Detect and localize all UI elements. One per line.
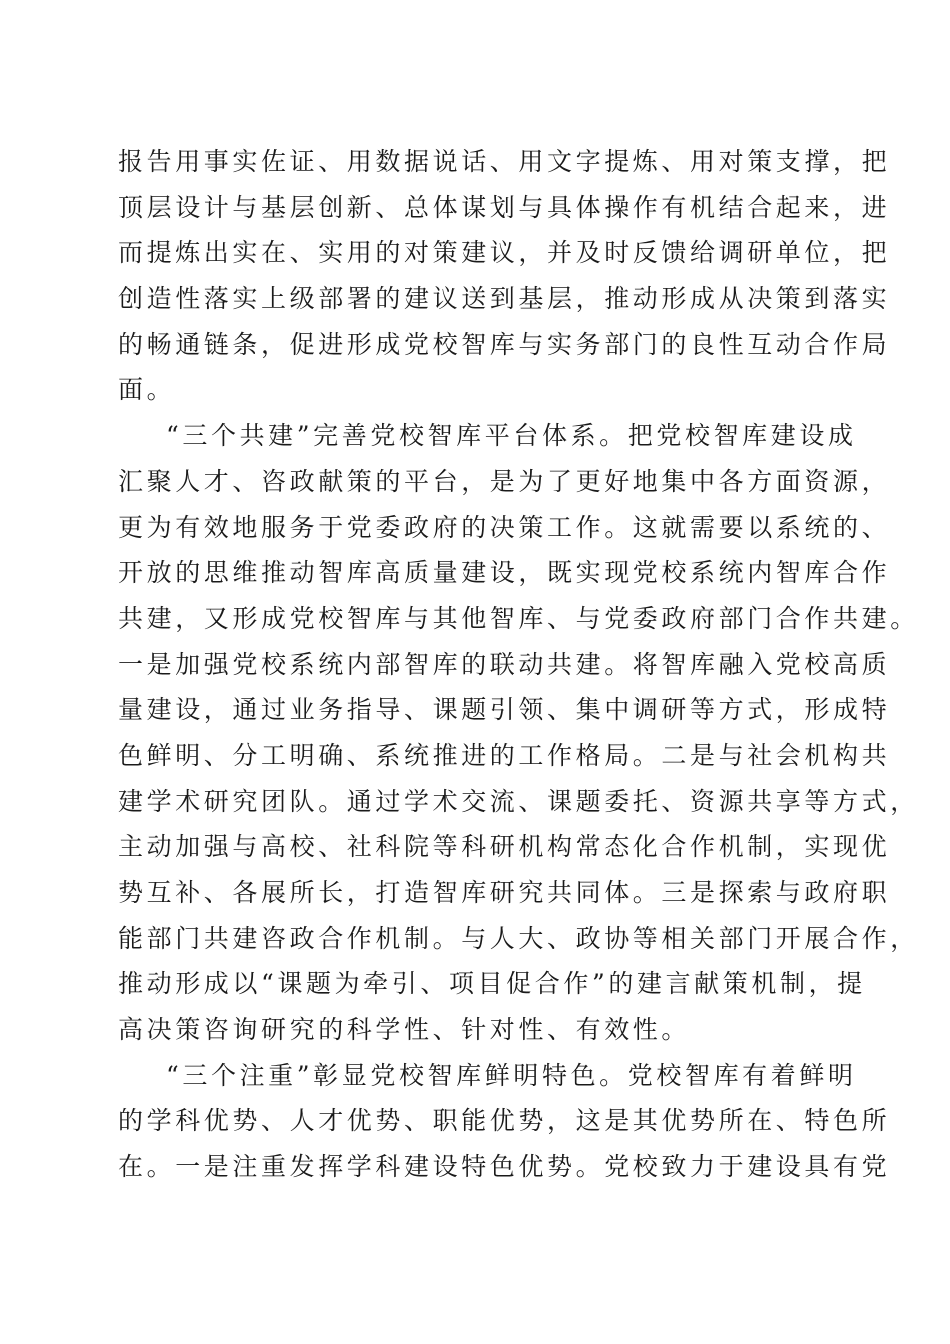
text-line: 势互补、各展所长，打造智库研究共同体。三是探索与政府职 <box>118 878 891 907</box>
text-line: 报告用事实佐证、用数据说话、用文字提炼、用对策支撑，把 <box>118 147 891 176</box>
text-line: 建学术研究团队。通过学术交流、课题委托、资源共享等方式， <box>118 786 919 816</box>
text-line: 的学科优势、人才优势、职能优势，这是其优势所在、特色所 <box>118 1106 891 1136</box>
text-line: 开放的思维推动智库高质量建设，既实现党校系统内智库合作 <box>118 558 891 588</box>
text-line: 一是加强党校系统内部智库的联动共建。将智库融入党校高质 <box>118 649 891 679</box>
text-line: 共建，又形成党校智库与其他智库、与党委政府部门合作共建。 <box>118 603 919 633</box>
text-line: 色鲜明、分工明确、系统推进的工作格局。二是与社会机构共 <box>118 740 891 770</box>
text-line: 创造性落实上级部署的建议送到基层，推动形成从决策到落实 <box>118 284 891 314</box>
paragraph-heading-line: “三个共建”完善党校智库平台体系。把党校智库建设成 <box>166 421 857 451</box>
text-line: 量建设，通过业务指导、课题引领、集中调研等方式，形成特 <box>118 695 891 725</box>
text-line: 面。 <box>118 375 176 405</box>
text-line: 高决策咨询研究的科学性、针对性、有效性。 <box>118 1015 691 1045</box>
body-text <box>118 139 919 1190</box>
paragraph-heading-line: “三个注重”彰显党校智库鲜明特色。党校智库有着鲜明 <box>166 1060 857 1090</box>
text-line: 的畅通链条，促进形成党校智库与实务部门的良性互动合作局 <box>118 329 891 359</box>
text-line: 推动形成以“课题为牵引、项目促合作”的建言献策机制，提 <box>118 969 866 999</box>
text-line: 而提炼出实在、实用的对策建议，并及时反馈给调研单位，把 <box>118 238 891 268</box>
text-line: 能部门共建咨政合作机制。与人大、政协等相关部门开展合作， <box>118 923 919 953</box>
text-line: 更为有效地服务于党委政府的决策工作。这就需要以系统的、 <box>118 512 891 542</box>
text-line: 汇聚人才、咨政献策的平台，是为了更好地集中各方面资源， <box>118 466 891 496</box>
text-line: 在。一是注重发挥学科建设特色优势。党校致力于建设具有党 <box>118 1152 891 1182</box>
text-line: 顶层设计与基层创新、总体谋划与具体操作有机结合起来，进 <box>118 192 891 222</box>
text-line: 主动加强与高校、社科院等科研机构常态化合作机制，实现优 <box>118 832 891 862</box>
